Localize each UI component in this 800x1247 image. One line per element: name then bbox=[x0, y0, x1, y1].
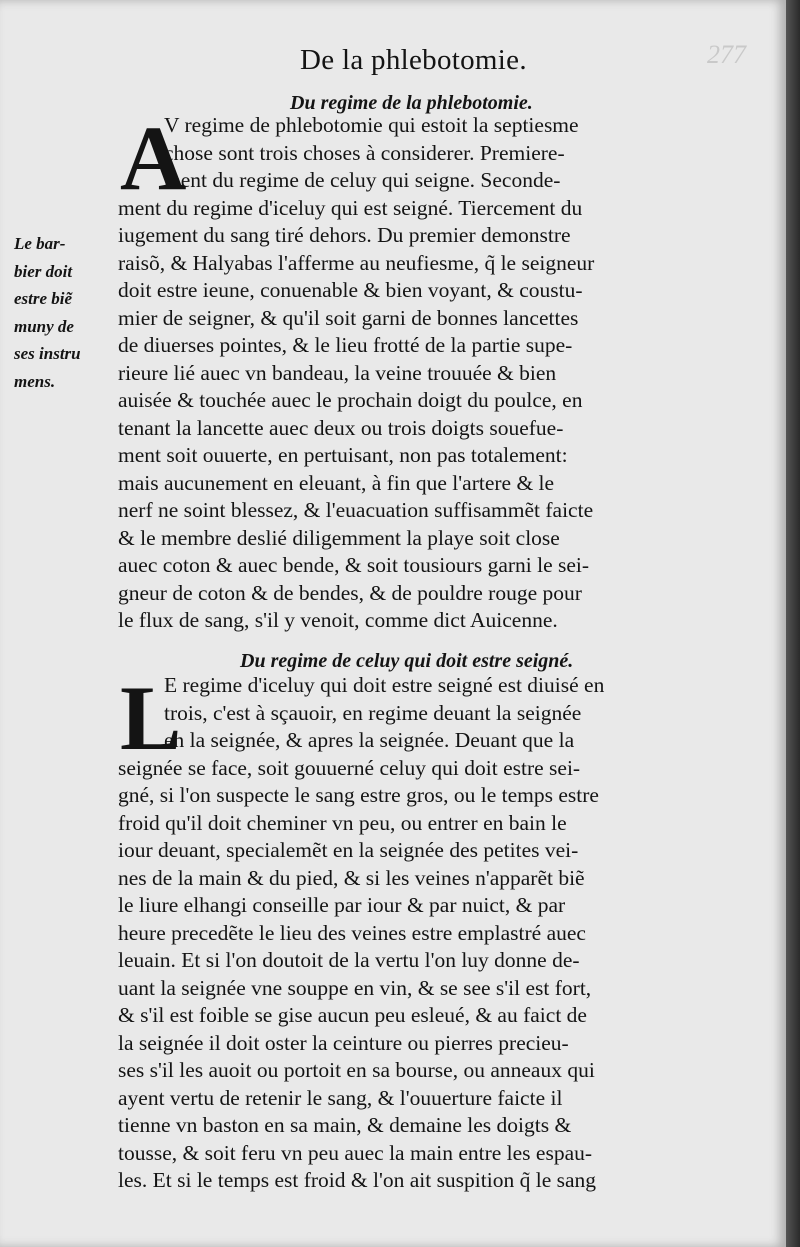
margin-note-line: estre biẽ bbox=[14, 289, 73, 308]
text-line: tenant la lancette auec deux ou trois doigts souefue- bbox=[118, 415, 564, 440]
drop-cap: A bbox=[120, 107, 187, 209]
text-line: trois, c'est à sçauoir, en regime deuant la seignée bbox=[164, 700, 582, 725]
margin-note-line: bier doit bbox=[14, 261, 73, 281]
text-line: nes de la main & du pied, & si les veines n'apparẽt biẽ bbox=[118, 865, 585, 890]
margin-note bbox=[14, 230, 124, 395]
section-heading-seigne: Du regime de celuy qui doit estre seigné. bbox=[240, 650, 574, 672]
text-line: le flux de sang, s'il y venoit, comme dict Auicenne. bbox=[118, 608, 558, 632]
margin-note-line: ses instru bbox=[14, 344, 81, 363]
text-line: auisée & touchée auec le prochain doigt du poulce, en bbox=[118, 388, 583, 412]
section-body-phlebotomie bbox=[118, 107, 738, 635]
section-body-seigne bbox=[118, 667, 738, 1195]
text-line: ayent vertu de retenir le sang, & l'ouuerture faicte il bbox=[118, 1085, 563, 1110]
margin-note-line: mens. bbox=[14, 371, 56, 391]
text-line: ment soit ouuerte, en pertuisant, non pas totalement: bbox=[118, 443, 568, 467]
text-line: tienne vn baston en sa main, & demaine les doigts & bbox=[118, 1113, 572, 1137]
margin-note-line: muny de bbox=[14, 316, 74, 336]
text-line: & le membre deslié diligemment la playe soit close bbox=[118, 525, 560, 550]
text-line: chose sont trois choses à considerer. Premiere- bbox=[164, 140, 565, 165]
text-line: tousse, & soit feru vn peu auec la main entre les espau- bbox=[118, 1140, 593, 1165]
page-edge-shadow bbox=[786, 0, 800, 1247]
text-line: le liure elhangi conseille par iour & par nuict, & par bbox=[118, 893, 566, 917]
text-line: en la seignée, & apres la seignée. Deuant que la bbox=[164, 728, 575, 752]
text-line: ses s'il les auoit ou portoit en sa bourse, ou anneaux qui bbox=[118, 1058, 595, 1082]
margin-note-line: Le bar- bbox=[14, 234, 66, 253]
section-heading-phlebotomie: Du regime de la phlebotomie. bbox=[290, 92, 533, 114]
text-line: auec coton & auec bende, & soit tousiours garni le sei- bbox=[118, 553, 590, 577]
text-line: raisõ, & Halyabas l'afferme au neufiesme, q̃ le seigneur bbox=[118, 250, 595, 275]
text-line: E regime d'iceluy qui doit estre seigné est diuisé en bbox=[164, 673, 605, 697]
text-line: doit estre ieune, conuenable & bien voyant, & coustu- bbox=[118, 278, 583, 302]
text-line: ment du regime d'iceluy qui est seigné. Tiercement du bbox=[118, 195, 583, 220]
text-line: gné, si l'on suspecte le sang estre gros, ou le temps estre bbox=[118, 783, 599, 807]
text-line: uant la seignée vne souppe en vin, & se see s'il est fort, bbox=[118, 975, 592, 1000]
text-line: mier de seigner, & qu'il soit garni de bonnes lancettes bbox=[118, 305, 579, 330]
text-line: iugement du sang tiré dehors. Du premier demonstre bbox=[118, 223, 571, 247]
text-line: froid qu'il doit cheminer vn peu, ou entrer en bain le bbox=[118, 810, 567, 835]
text-line: mais aucunement en eleuant, à fin que l'artere & le bbox=[118, 470, 555, 495]
text-line: leuain. Et si l'on doutoit de la vertu l'on luy donne de- bbox=[118, 948, 580, 972]
page-number: 277 bbox=[707, 40, 746, 69]
text-line: heure precedẽte le lieu des veines estre emplastré auec bbox=[118, 920, 586, 945]
text-line: gneur de coton & de bendes, & de pouldre rouge pour bbox=[118, 580, 582, 605]
text-line: nerf ne soint blessez, & l'euacuation suffisammẽt faicte bbox=[118, 498, 594, 522]
running-head: De la phlebotomie. bbox=[300, 44, 527, 76]
text-line: la seignée il doit oster la ceinture ou pierres precieu- bbox=[118, 1030, 569, 1055]
text-line: ment du regime de celuy qui seigne. Seconde- bbox=[164, 168, 561, 192]
text-line: seignée se face, soit gouuerné celuy qui doit estre sei- bbox=[118, 755, 581, 780]
drop-cap: L bbox=[120, 667, 182, 769]
text-line: les. Et si le temps est froid & l'on ait suspition q̃ le sang bbox=[118, 1168, 597, 1192]
text-line: de diuerses pointes, & le lieu frotté de la partie supe- bbox=[118, 333, 573, 357]
text-line: rieure lié auec vn bandeau, la veine trouuée & bien bbox=[118, 360, 557, 385]
text-line: & s'il est foible se gise aucun peu esleué, & au faict de bbox=[118, 1003, 587, 1027]
text-line: V regime de phlebotomie qui estoit la septiesme bbox=[164, 113, 579, 137]
text-line: iour deuant, specialemẽt en la seignée des petites vei- bbox=[118, 838, 579, 862]
